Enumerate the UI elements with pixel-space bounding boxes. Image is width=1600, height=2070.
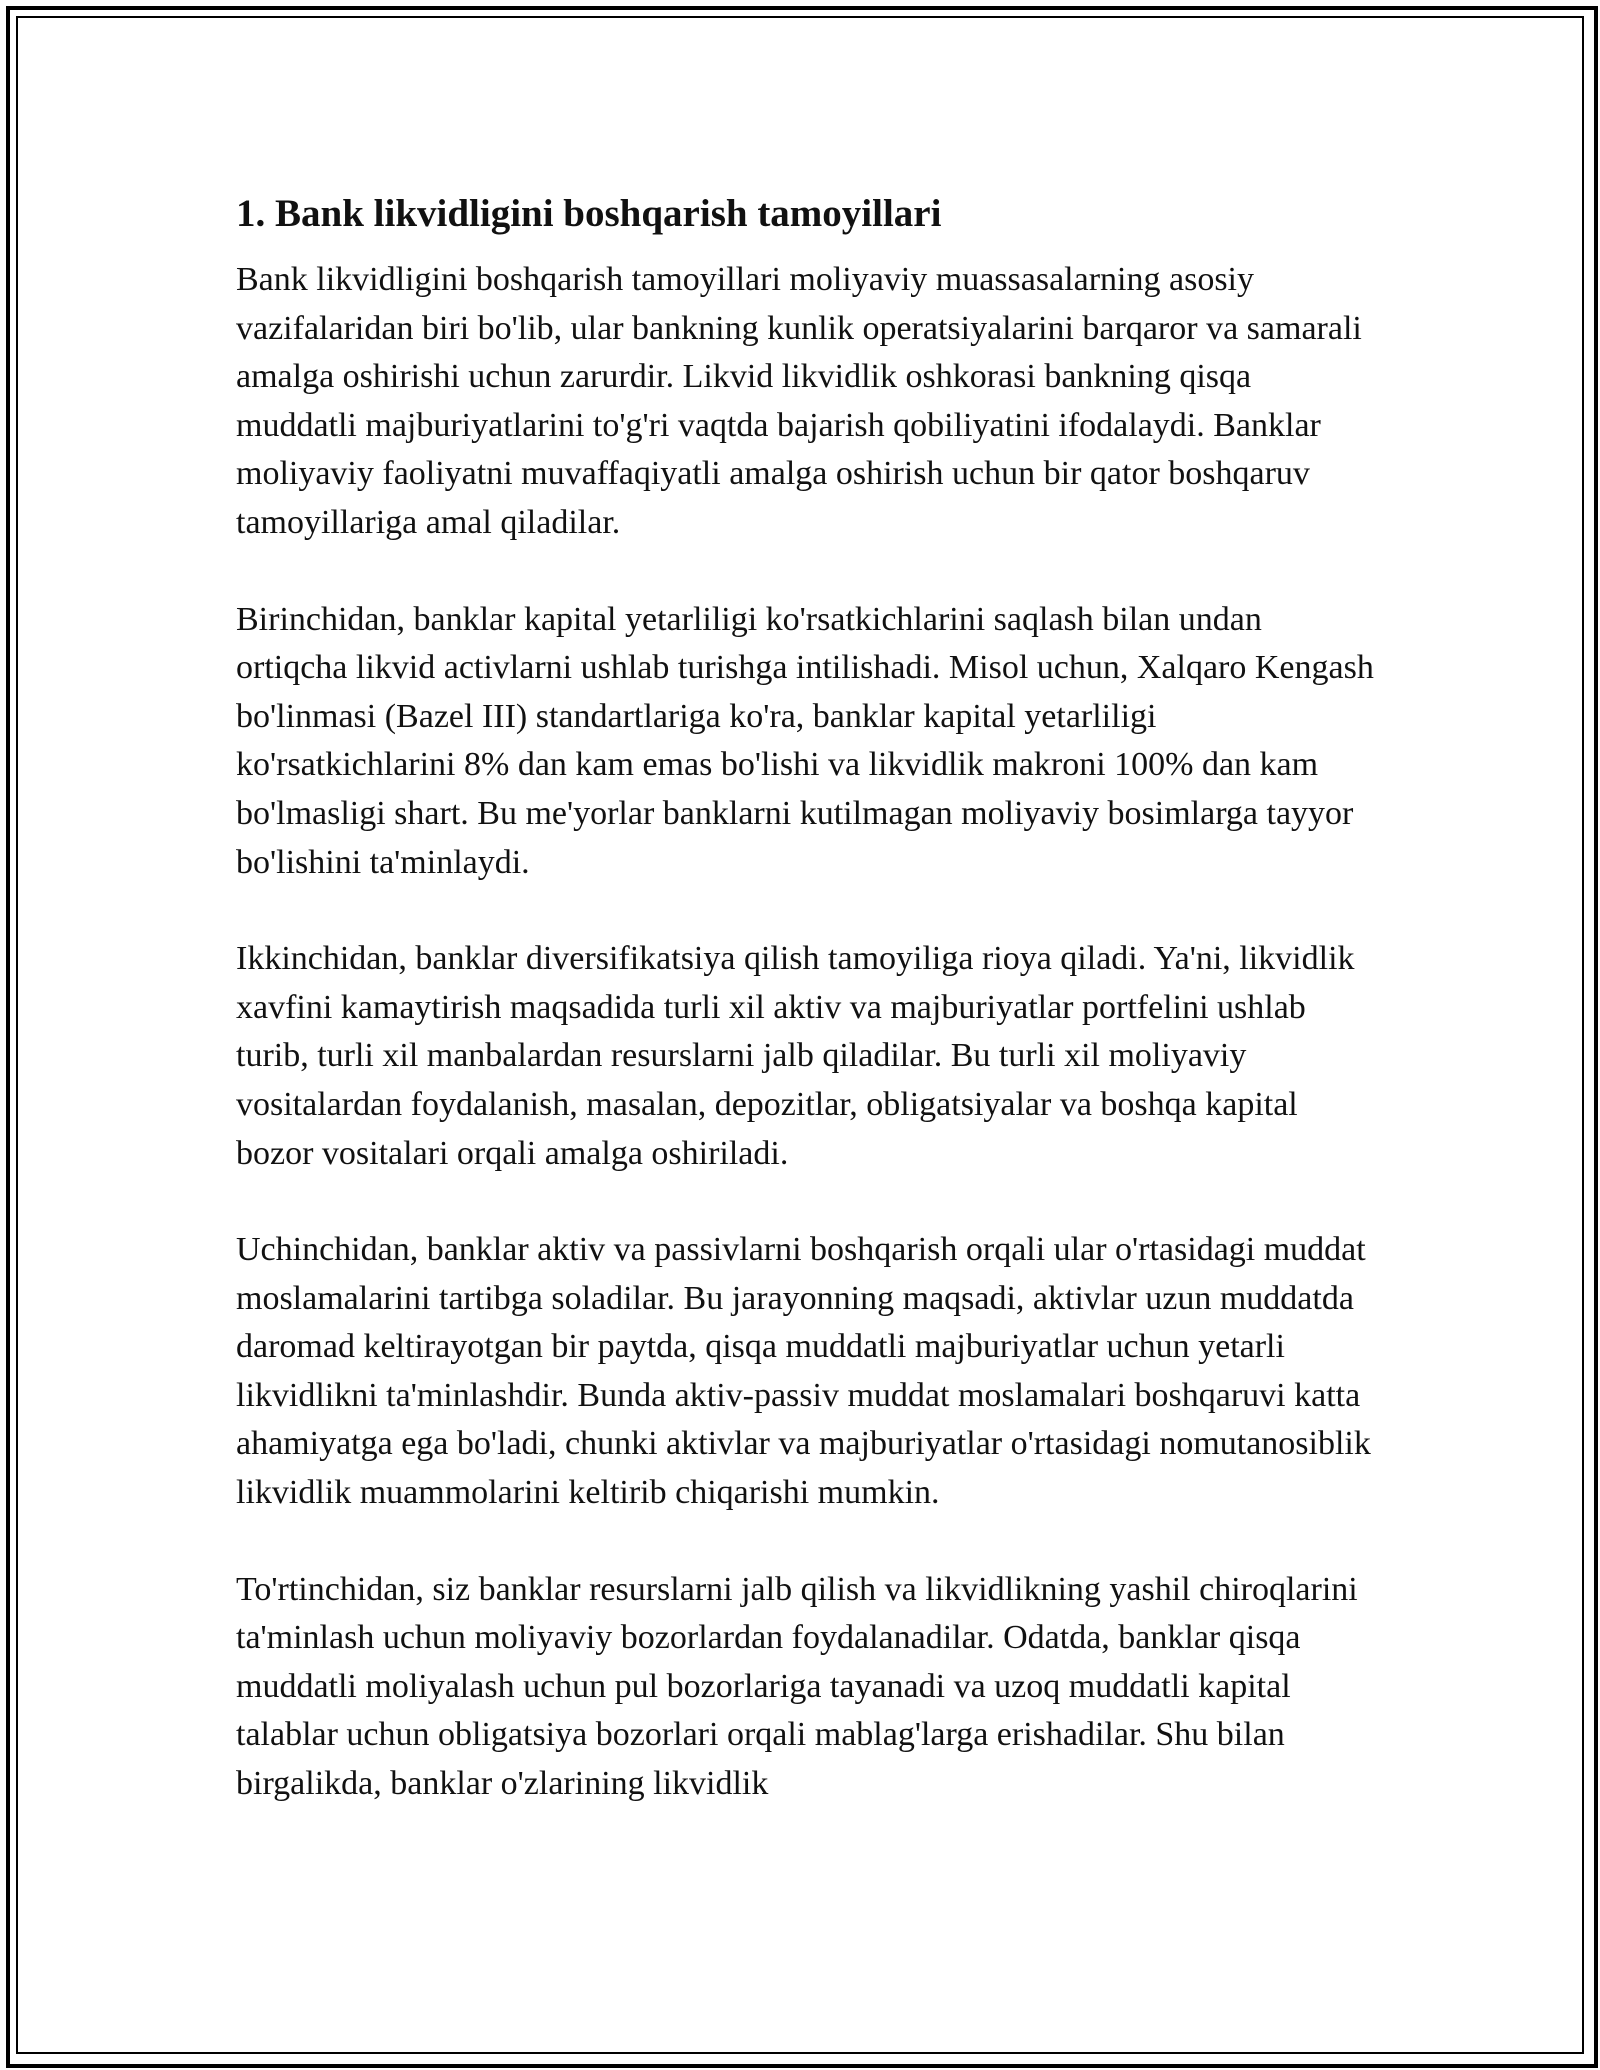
paragraph-fourth-principle: To'rtinchidan, siz banklar resurslarni jalb qilish va likvidlikning yashil chiroqlarini ta'minlash uchun moliyaviy bozorlardan foydalanadilar. Odatda, banklar qisqa muddatli moliyalash uchun pul bozorlariga tayanadi va uzoq muddatli kapital talablar uchun obligatsiya bozorlari orqali mablag'larga erishadilar. Shu bilan birgalikda, banklar o'zlarining likvidlik: [236, 1570, 1358, 1803]
section-heading: 1. Bank likvidligini boshqarish tamoyillari: [236, 192, 942, 235]
document-body: [236, 186, 1376, 1857]
paragraph-second-principle: Ikkinchidan, banklar diversifikatsiya qilish tamoyiliga rioya qiladi. Ya'ni, likvidlik xavfini kamaytirish maqsadida turli xil aktiv va majburiyatlar portfelini ushlab turib, turli xil manbalardan resurslarni jalb qiladilar. Bu turli xil moliyaviy vositalardan foydalanish, masalan, depozitlar, obligatsiyalar va boshqa kapital bozor vositalari orqali amalga oshiriladi.: [236, 940, 1355, 1172]
paragraph-intro: Bank likvidligini boshqarish tamoyillari moliyaviy muassasalarning asosiy vazifalaridan biri bo'lib, ular bankning kunlik operatsiyalarini barqaror va samarali amalga oshirishi uchun zarurdir. Likvid likvidlik oshkorasi bankning qisqa muddatli majburiyatlarini to'g'ri vaqtda bajarish qobiliyatini ifodalaydi. Banklar moliyaviy faoliyatni muvaffaqiyatli amalga oshirish uchun bir qator boshqaruv tamoyillariga amal qiladilar.: [236, 261, 1362, 541]
paragraph-first-principle: Birinchidan, banklar kapital yetarliligi ko'rsatkichlarini saqlash bilan undan ortiqcha likvid activlarni ushlab turishga intilishadi. Misol uchun, Xalqaro Kengash bo'linmasi (Bazel III) standartlariga ko'ra, banklar kapital yetarliligi ko'rsatkichlarini 8% dan kam emas bo'lishi va likvidlik makroni 100% dan kam bo'lmasligi shart. Bu me'yorlar banklarni kutilmagan moliyaviy bosimlarga tayyor bo'lishini ta'minlaydi.: [236, 600, 1374, 881]
paragraph-third-principle: Uchinchidan, banklar aktiv va passivlarni boshqarish orqali ular o'rtasidagi muddat moslamalarini tartibga soladilar. Bu jarayonning maqsadi, aktivlar uzun muddatda daromad keltirayotgan bir paytda, qisqa muddatli majburiyatlar uchun yetarli likvidlikni ta'minlashdir. Bunda aktiv-passiv muddat moslamalari boshqaruvi katta ahamiyatga ega bo'ladi, chunki aktivlar va majburiyatlar o'rtasidagi nomutanosiblik likvidlik muammolarini keltirib chiqarishi mumkin.: [236, 1231, 1371, 1512]
